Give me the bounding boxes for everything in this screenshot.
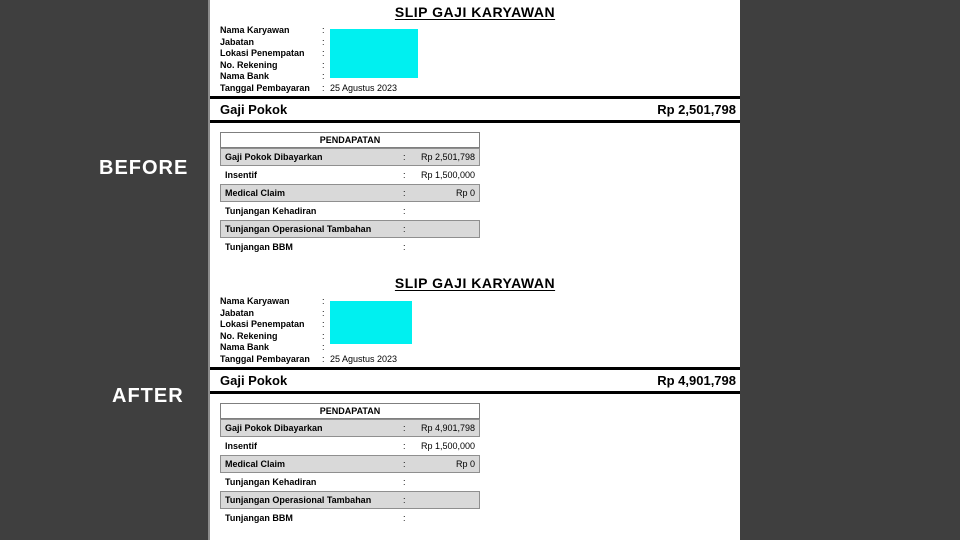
field-colon: : (322, 48, 325, 58)
gaji-pokok-summary (210, 367, 740, 394)
row-colon: : (403, 441, 406, 451)
gaji-pokok-amount: Rp 2,501,798 (657, 102, 736, 117)
field-colon: : (322, 342, 325, 352)
table-row (220, 202, 480, 220)
table-row (220, 166, 480, 184)
row-value: Rp 0 (455, 188, 475, 198)
row-label: Insentif (225, 441, 258, 451)
row-colon: : (403, 206, 406, 216)
field-label: Jabatan (220, 307, 255, 318)
gaji-pokok-summary (210, 96, 740, 123)
field-value: 25 Agustus 2023 (330, 353, 398, 364)
field-label: Nama Karyawan (220, 25, 290, 35)
row-value: Rp 1,500,000 (420, 441, 475, 451)
field-label: Tanggal Pembayaran (220, 82, 310, 93)
row-colon: : (403, 170, 406, 180)
field-label: No. Rekening (220, 330, 278, 341)
table-row (220, 473, 480, 491)
pendapatan-table (220, 403, 480, 527)
document-panel (208, 0, 740, 540)
row-value: Rp 1,500,000 (420, 170, 475, 180)
redaction-box (330, 301, 412, 344)
row-value: Rp 4,901,798 (420, 423, 475, 433)
field-colon: : (322, 307, 325, 318)
row-colon: : (403, 242, 406, 252)
field-label: Nama Karyawan (220, 296, 290, 306)
field-label: Jabatan (220, 36, 255, 47)
row-label: Insentif (225, 170, 258, 180)
field-row-tanggal-pembayaran (220, 83, 530, 95)
row-label: Tunjangan Kehadiran (225, 206, 317, 216)
field-colon: : (322, 36, 325, 47)
field-label: Lokasi Penempatan (220, 48, 305, 58)
row-label: Tunjangan Operasional Tambahan (225, 495, 372, 505)
row-label: Tunjangan BBM (225, 513, 293, 523)
field-row-tanggal-pembayaran (220, 354, 530, 366)
after-label: AFTER (112, 385, 184, 407)
table-row (220, 148, 480, 166)
field-value: 25 Agustus 2023 (330, 82, 398, 93)
employee-fields (220, 25, 530, 94)
row-colon: : (403, 477, 406, 487)
field-colon: : (322, 71, 325, 81)
table-row (220, 509, 480, 527)
payslip-title-wrap (210, 0, 740, 22)
field-label: Lokasi Penempatan (220, 319, 305, 329)
table-row (220, 220, 480, 238)
row-label: Tunjangan BBM (225, 242, 293, 252)
payslip-before (210, 0, 740, 256)
field-label: Tanggal Pembayaran (220, 353, 310, 364)
row-colon: : (403, 152, 406, 162)
field-colon: : (322, 296, 325, 306)
pendapatan-table (220, 132, 480, 256)
row-colon: : (403, 224, 406, 234)
redaction-box (330, 29, 418, 78)
field-colon: : (322, 353, 325, 364)
row-label: Tunjangan Kehadiran (225, 477, 317, 487)
row-label: Gaji Pokok Dibayarkan (225, 423, 323, 433)
row-label: Tunjangan Operasional Tambahan (225, 224, 372, 234)
before-label: BEFORE (99, 157, 189, 179)
row-value: Rp 0 (455, 459, 475, 469)
table-row (220, 455, 480, 473)
payslip-after (210, 266, 740, 527)
table-row (220, 491, 480, 509)
gaji-pokok-amount: Rp 4,901,798 (657, 373, 736, 388)
field-label: Nama Bank (220, 71, 270, 81)
field-colon: : (322, 330, 325, 341)
field-label: No. Rekening (220, 59, 278, 70)
field-label: Nama Bank (220, 342, 270, 352)
table-row (220, 419, 480, 437)
payslip-title: SLIP GAJI KARYAWAN (394, 275, 556, 291)
payslip-title: SLIP GAJI KARYAWAN (394, 4, 556, 20)
field-colon: : (322, 59, 325, 70)
pendapatan-header: PENDAPATAN (220, 132, 480, 148)
row-colon: : (403, 188, 406, 198)
table-row (220, 437, 480, 455)
gaji-pokok-label: Gaji Pokok (220, 373, 288, 388)
pendapatan-header: PENDAPATAN (220, 403, 480, 419)
row-label: Gaji Pokok Dibayarkan (225, 152, 323, 162)
field-colon: : (322, 25, 325, 35)
row-colon: : (403, 423, 406, 433)
table-row (220, 184, 480, 202)
row-colon: : (403, 513, 406, 523)
row-value: Rp 2,501,798 (420, 152, 475, 162)
payslip-title-wrap (210, 266, 740, 293)
row-label: Medical Claim (225, 459, 286, 469)
gaji-pokok-label: Gaji Pokok (220, 102, 288, 117)
row-colon: : (403, 459, 406, 469)
field-colon: : (322, 319, 325, 329)
field-colon: : (322, 82, 325, 93)
employee-fields (220, 296, 530, 365)
row-label: Medical Claim (225, 188, 286, 198)
table-row (220, 238, 480, 256)
row-colon: : (403, 495, 406, 505)
